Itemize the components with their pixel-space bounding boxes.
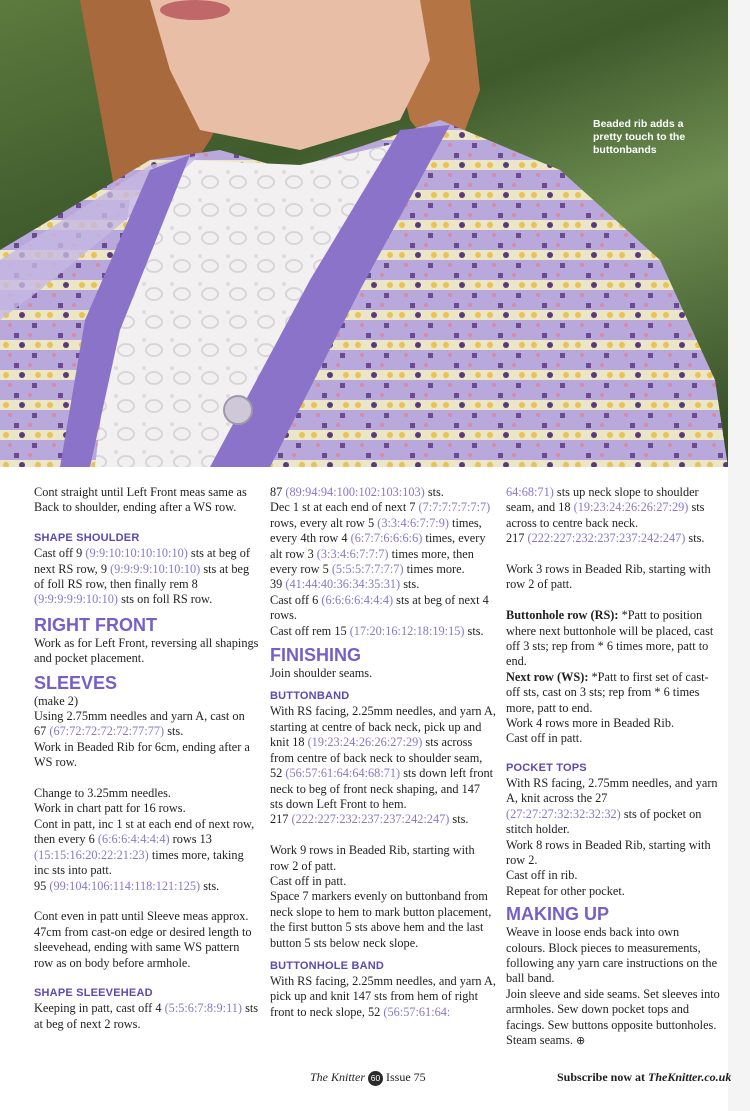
- buttonhole-band-heading: BUTTONHOLE BAND: [270, 959, 385, 972]
- cardigan-photo: [0, 0, 728, 467]
- paragraph: Repeat for other pocket.: [506, 883, 625, 898]
- paragraph: Cast off 6 (6:6:6:6:4:4:4) sts at beg of next 4 rows.: [270, 592, 489, 623]
- paragraph: Cast off in patt.: [270, 873, 347, 888]
- make-count: (make 2): [34, 693, 79, 708]
- paragraph: 87 (89:94:94:100:102:103:103) sts.: [270, 485, 444, 499]
- end-mark-icon: ⊕: [576, 1033, 586, 1047]
- making-up-heading: MAKING UP: [506, 904, 609, 925]
- paragraph: Work in Beaded Rib for 6cm, ending after a WS row.: [34, 739, 250, 770]
- paragraph: 217 (222:227:232:237:237:242:247) sts.: [270, 812, 469, 827]
- footer-subscribe: Subscribe now at TheKnitter.co.uk: [557, 1070, 732, 1084]
- shape-shoulder-text: Cast off 9 (9:9:10:10:10:10:10) sts at beg of next RS row, 9 (9:9:9:9:10:10:10) sts at beg of foll RS row, then finally rem 8 (9:9:9:9:9:10:10) sts on foll RS row.: [34, 546, 251, 607]
- paragraph: Cast off rem 15 (17:20:16:12:18:19:15) sts.: [270, 623, 484, 638]
- paragraph: 39 (41:44:40:36:34:35:31) sts.: [270, 577, 420, 592]
- paragraph: Join sleeve and side seams. Set sleeves into armholes. Sew down pocket tops and facings. Sew buttons opposite buttonholes. Steam seams. ⊕: [506, 986, 720, 1047]
- website-link[interactable]: TheKnitter.co.uk: [648, 1070, 732, 1084]
- paragraph: Space 7 markers evenly on buttonband from neck slope to hem to mark button placement, the first button 5 sts above hem and the last button 5 sts below neck slope.: [270, 889, 492, 950]
- column-2: [270, 485, 496, 1020]
- paragraph: Weave in loose ends back into own colours. Block pieces to measurements, following any yarn care instructions on the ball band.: [506, 925, 718, 986]
- paragraph: Work 9 rows in Beaded Rib, starting with row 2 of patt.: [270, 843, 475, 873]
- photo-caption: Beaded rib adds a pretty touch to the buttonbands: [593, 118, 686, 156]
- buttonhole-row: Buttonhole row (RS): *Patt to position where next buttonhole will be placed, cast off 3 sts; rep from * 6 times more, patt to end.: [506, 608, 714, 669]
- shape-shoulder-heading: SHAPE SHOULDER: [34, 532, 140, 545]
- page-number: 60: [368, 1071, 383, 1086]
- photo-illustration: [0, 0, 728, 467]
- paragraph: Work 3 rows in Beaded Rib, starting with row 2 of patt.: [506, 562, 711, 592]
- paragraph: With RS facing, 2.75mm needles, and yarn A, knit across the 27 (27:27:27:32:32:32:32) sts of pocket on stitch holder.: [506, 775, 718, 837]
- paragraph: 217 (222:227:232:237:237:242:247) sts.: [506, 531, 705, 546]
- paragraph: 64:68:71) sts up neck slope to shoulder seam, and 18 (19:23:24:26:26:27:29) sts across to centre back neck.: [506, 485, 705, 530]
- paragraph: Change to 3.25mm needles.: [34, 786, 171, 801]
- magazine-name: The Knitter: [310, 1070, 366, 1084]
- paragraph: With RS facing, 2.25mm needles, and yarn A, starting at centre of back neck, pick up and knit 18 (19:23:24:26:26:27:29) sts across from centre of back neck to shoulder seam, 52 (56:57:61:64:64:68:71) sts down left front neck to beg of front neck shaping, and 147 sts down Left Front to hem.: [270, 704, 496, 811]
- page-edge: [728, 0, 750, 1111]
- paragraph: Cont even in patt until Sleeve meas approx. 47cm from cast-on edge or desired length to sleevehead, ending with same WS pattern row as on body before armhole.: [34, 909, 252, 970]
- paragraph: Cast off in patt.: [506, 731, 583, 746]
- footer-issue: [310, 1070, 426, 1086]
- paragraph: Cont straight until Left Front meas same as Back to shoulder, ending after a WS row.: [34, 485, 247, 515]
- issue-number: Issue 75: [386, 1070, 426, 1084]
- next-row: Next row (WS): *Patt to first set of cast-off sts, cast on 3 sts; rep from * 6 times more, patt to end.: [506, 669, 709, 715]
- paragraph: Join shoulder seams.: [270, 666, 373, 681]
- finishing-heading: FINISHING: [270, 645, 362, 666]
- paragraph: Cast off in rib.: [506, 868, 578, 883]
- sleeves-heading: SLEEVES: [34, 672, 118, 693]
- paragraph: Using 2.75mm needles and yarn A, cast on 67 (67:72:72:72:72:77:77) sts.: [34, 709, 245, 739]
- pocket-tops-heading: POCKET TOPS: [506, 761, 587, 774]
- paragraph: Dec 1 st at each end of next 7 (7:7:7:7:7:7:7) rows, every alt row 5 (3:3:4:6:7:7:9) times, every 4th row 4 (6:7:7:6:6:6:6) times, every alt row 3 (3:3:4:6:7:7:7) times more, then every row 5 (5:5:5:7:7:7:7) times more.: [270, 500, 491, 577]
- buttonband-heading: BUTTONBAND: [270, 690, 350, 703]
- shape-sleevehead-heading: SHAPE SLEEVEHEAD: [34, 987, 153, 1000]
- column-3: [506, 485, 720, 1048]
- right-front-text: Work as for Left Front, reversing all shapings and pocket placement.: [34, 635, 259, 666]
- paragraph: With RS facing, 2.25mm needles, and yarn A, pick up and knit 147 sts from hem of right front to neck slope, 52 (56:57:61:64:: [270, 973, 496, 1019]
- paragraph: Work in chart patt for 16 rows.: [34, 801, 186, 816]
- column-1: [34, 485, 260, 1032]
- paragraph: Work 8 rows in Beaded Rib, starting with row 2.: [506, 837, 711, 867]
- right-front-heading: RIGHT FRONT: [34, 614, 157, 635]
- paragraph: Work 4 rows more in Beaded Rib.: [506, 716, 675, 731]
- paragraph: Cont in patt, inc 1 st at each end of next row, then every 6 (6:6:6:4:4:4:4) rows 13 (15:15:16:20:22:21:23) times more, taking inc sts into patt.: [34, 816, 255, 878]
- paragraph: Keeping in patt, cast off 4 (5:5:6:7:8:9:11) sts at beg of next 2 rows.: [34, 1001, 259, 1031]
- paragraph: 95 (99:104:106:114:118:121:125) sts.: [34, 878, 220, 893]
